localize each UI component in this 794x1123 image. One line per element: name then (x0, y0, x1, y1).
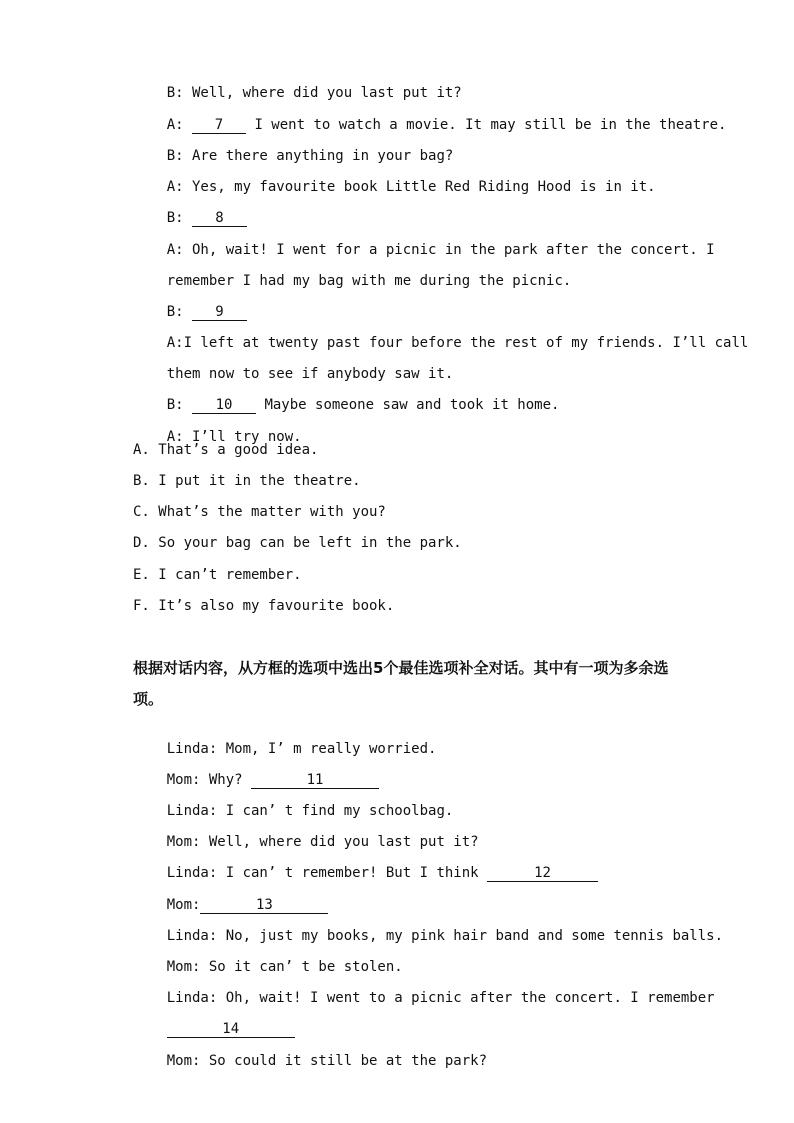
line-text: A: I’ll try now. (166, 429, 302, 445)
line-text: Linda: I can’ t remember! But I think (166, 865, 488, 881)
line-text: B: Are there anything in your bag? (166, 148, 454, 164)
line-text: Mom: (166, 897, 201, 913)
option-d: D. So your bag can be left in the park. (133, 535, 462, 551)
answer-blank-10[interactable]: 10 (192, 398, 256, 414)
line-text: them now to see if anybody saw it. (166, 366, 454, 382)
line-text: B: (166, 210, 193, 226)
line-text: Linda: Mom, I’ m really worried. (166, 741, 437, 757)
line-text: A: Yes, my favourite book Little Red Riding Hood is in it. (166, 179, 656, 195)
line-text: Mom: Why? (166, 772, 252, 788)
section-instruction: 根据对话内容，从方框的选项中选出5个最佳选项补全对话。其中有一项为多余选项。 (133, 659, 669, 708)
line-text: A: (166, 117, 193, 133)
answer-blank-12[interactable]: 12 (487, 866, 598, 882)
line-text: remember I had my bag with me during the picnic. (166, 273, 572, 289)
line-text: Linda: No, just my books, my pink hair band and some tennis balls. (166, 928, 724, 944)
option-f: F. It’s also my favourite book. (133, 598, 395, 614)
answer-blank-11[interactable]: 11 (251, 773, 379, 789)
option-b: B. I put it in the theatre. (133, 473, 361, 489)
line-text: Linda: I can’ t find my schoolbag. (166, 803, 454, 819)
answer-blank-8[interactable]: 8 (192, 211, 247, 227)
line-text: Mom: So it can’ t be stolen. (166, 959, 403, 975)
answer-blank-14[interactable]: 14 (167, 1022, 295, 1038)
line-text: Mom: Well, where did you last put it? (166, 834, 479, 850)
option-e: E. I can’t remember. (133, 567, 302, 583)
answer-blank-9[interactable]: 9 (192, 305, 247, 321)
line-text: A:I left at twenty past four before the rest of my friends. I’ll call (166, 335, 749, 351)
option-c: C. What’s the matter with you? (133, 504, 386, 520)
line-text: Maybe someone saw and took it home. (256, 397, 560, 413)
line-text: B: (166, 304, 193, 320)
answer-blank-7[interactable]: 7 (192, 118, 246, 134)
line-text: B: Well, where did you last put it? (166, 85, 462, 101)
line-text: B: (166, 397, 193, 413)
option-a: A. That’s a good idea. (133, 442, 319, 458)
line-text: Mom: So could it still be at the park? (166, 1053, 488, 1069)
line-text: Linda: Oh, wait! I went to a picnic after the concert. I remember (166, 990, 715, 1006)
line-text: I went to watch a movie. It may still be in the theatre. (246, 117, 727, 133)
dialogue-line (133, 1034, 487, 1088)
line-text: A: Oh, wait! I went for a picnic in the park after the concert. I (166, 242, 715, 258)
answer-blank-13[interactable]: 13 (200, 898, 328, 914)
